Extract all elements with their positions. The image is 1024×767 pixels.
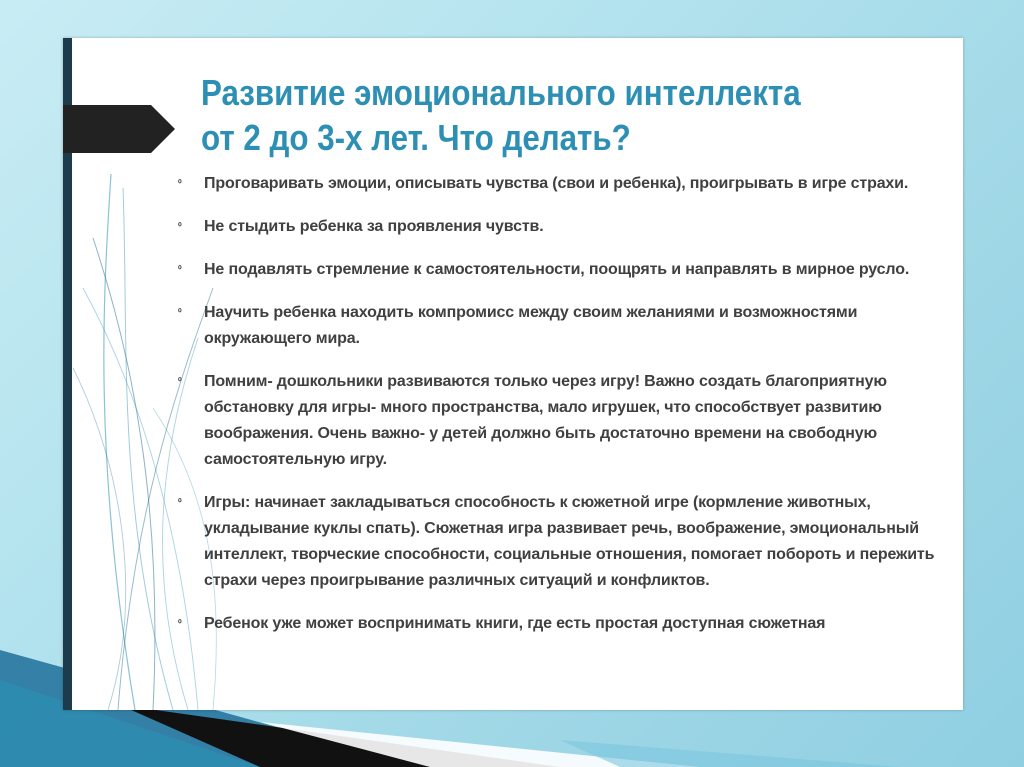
bullet-text: Игры: начинает закладываться способность к сюжетной игре (кормление животных, укладывание куклы спать). Сюжетная игра развивает речь, воображение, эмоциональный интеллект, творческие способности, социальные отношения, помогает побороть и пережить страхи через проигрывание различных ситуаций и конфликтов. [204,494,935,589]
bullet-text: Научить ребенка находить компромисс между своим желаниями и возможностями окружающего мира. [204,304,858,347]
bullet-marker: ⁰ [178,307,182,317]
bullet-item [175,171,945,197]
bullet-text: Помним- дошкольники развиваются только через игру! Важно создать благоприятную обстановку для игры- много пространства, мало игрушек, что способствует развитию воображения. Очень важно- у детей должно быть достаточно времени на свободную самостоятельную игру. [204,373,887,468]
slide [63,38,963,710]
bullet-text: Не стыдить ребенка за проявления чувств. [204,218,544,235]
bullet-item [175,300,945,352]
bullet-text: Проговаривать эмоции, описывать чувства (свои и ребенка), проигрывать в игре страхи. [204,175,909,192]
bullet-marker: ⁰ [178,376,182,386]
bullet-item [175,369,945,473]
bullet-text: Не подавлять стремление к самостоятельности, поощрять и направлять в мирное русло. [204,261,910,278]
bullet-item [175,611,945,637]
bullet-marker: ⁰ [178,264,182,274]
slide-title-line-2: от 2 до 3-х лет. Что делать? [201,117,631,158]
bullet-list [175,171,945,654]
arrow-tab-decoration [63,105,175,153]
slide-title-line-1: Развитие эмоционального интеллекта [201,72,801,113]
bullet-marker: ⁰ [178,178,182,188]
bullet-item [175,214,945,240]
bullet-item [175,257,945,283]
bullet-item [175,490,945,594]
bullet-marker: ⁰ [178,497,182,507]
bullet-marker: ⁰ [178,618,182,628]
slide-title [201,70,827,160]
bullet-text: Ребенок уже может воспринимать книги, где есть простая доступная сюжетная [204,615,826,632]
bullet-marker: ⁰ [178,221,182,231]
